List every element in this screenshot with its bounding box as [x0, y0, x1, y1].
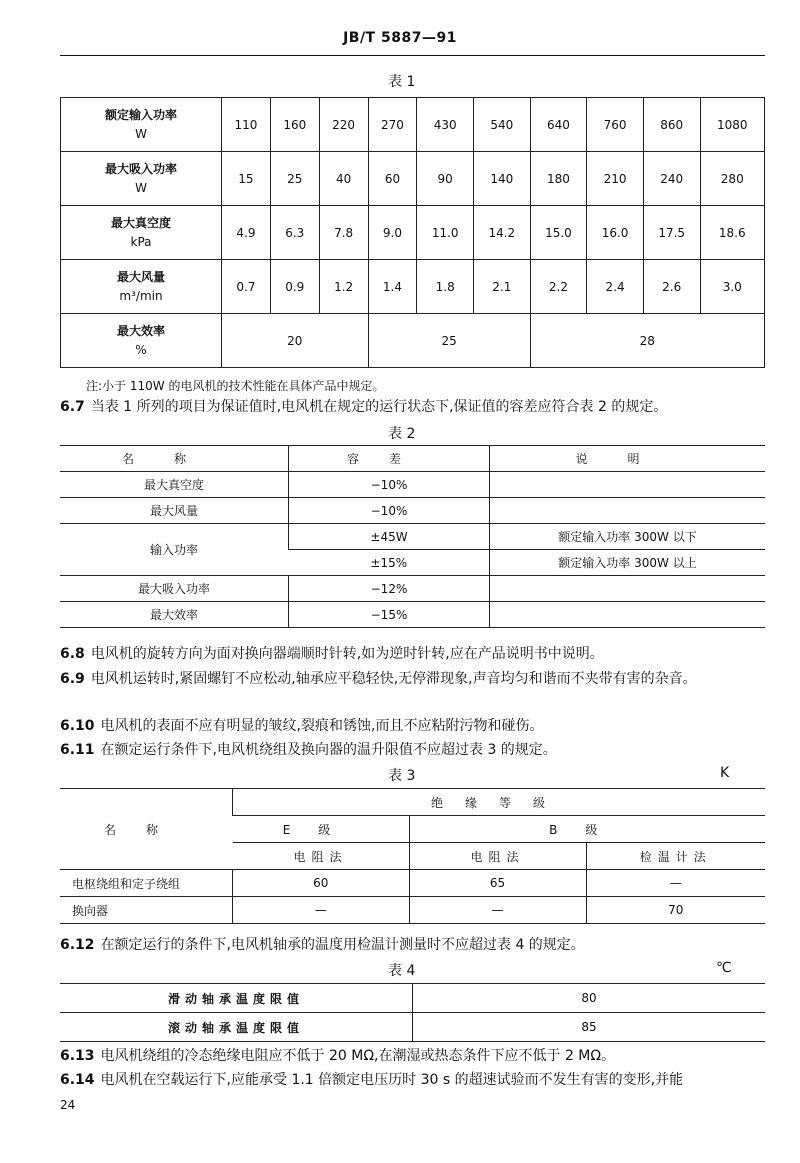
section-6-11: 6.11 在额定运行条件下,电风机绕组及换向器的温升限值不应超过表 3 的规定。	[60, 742, 557, 758]
section-6-13: 6.13 电风机绕组的冷态绝缘电阻应不低于 20 MΩ,在潮湿或热态条件下应不低于 2 MΩ。	[60, 1048, 616, 1064]
table3	[60, 788, 765, 924]
cell: 3.0	[700, 260, 765, 314]
table1	[60, 97, 765, 368]
table-row	[61, 260, 765, 314]
cell: 1.2	[319, 260, 368, 314]
page-number: 24	[60, 1098, 76, 1112]
table-header-row	[60, 446, 765, 472]
table-row	[61, 206, 765, 260]
cell: 15	[222, 152, 271, 206]
cell: 电枢绕组和定子绕组	[60, 870, 233, 897]
table-row	[61, 98, 765, 152]
cell: 210	[587, 152, 644, 206]
cell: 270	[368, 98, 417, 152]
class-b-header: B级	[409, 816, 765, 843]
cell: 160	[270, 98, 319, 152]
table2	[60, 445, 765, 628]
cell: 25	[270, 152, 319, 206]
section-6-12: 6.12 在额定运行的条件下,电风机轴承的温度用检温计测量时不应超过表 4 的规定。	[60, 937, 585, 953]
table2-caption: 表 2	[388, 426, 416, 442]
section-6-7: 6.7 当表 1 所列的项目为保证值时,电风机在规定的运行状态下,保证值的容差应符合表 2 的规定。	[60, 399, 668, 415]
cell: 240	[643, 152, 700, 206]
cell: 60	[368, 152, 417, 206]
cell: 80	[413, 984, 766, 1013]
cell: −12%	[289, 576, 490, 602]
cell: 9.0	[368, 206, 417, 260]
cell: 2.6	[643, 260, 700, 314]
cell: ±15%	[289, 550, 490, 576]
table4	[60, 983, 765, 1042]
table-row	[60, 1013, 765, 1042]
cell: 最大效率	[60, 602, 289, 628]
cell: 2.4	[587, 260, 644, 314]
cell: ±45W	[289, 524, 490, 550]
table-row	[60, 870, 765, 897]
table3-unit: K	[720, 765, 730, 781]
cell: 11.0	[417, 206, 474, 260]
cell: 0.9	[270, 260, 319, 314]
table-row	[61, 314, 765, 368]
method-header: 电阻法	[409, 843, 586, 870]
cell: 15.0	[530, 206, 587, 260]
cell: 180	[530, 152, 587, 206]
cell: −10%	[289, 472, 490, 498]
table4-caption: 表 4	[388, 963, 416, 979]
cell: 1.8	[417, 260, 474, 314]
cell: 28	[530, 314, 764, 368]
table-row	[60, 984, 765, 1013]
cell: 60	[233, 870, 410, 897]
cell: 140	[474, 152, 531, 206]
cell: 4.9	[222, 206, 271, 260]
class-e-header: E级	[233, 816, 410, 843]
cell: 85	[413, 1013, 766, 1042]
cell: 220	[319, 98, 368, 152]
column-header: 容差	[289, 446, 490, 472]
cell: 18.6	[700, 206, 765, 260]
cell: 7.8	[319, 206, 368, 260]
row-label: 最大风量 m³/min	[61, 260, 222, 314]
table4-unit: ℃	[716, 960, 732, 976]
cell: 最大吸入功率	[60, 576, 289, 602]
table-row	[60, 897, 765, 924]
table1-caption: 表 1	[388, 74, 416, 90]
cell: 滑动轴承温度限值	[60, 984, 413, 1013]
table3-caption: 表 3	[388, 768, 416, 784]
table-row	[60, 498, 765, 524]
cell	[490, 602, 766, 628]
cell: 换向器	[60, 897, 233, 924]
cell	[490, 498, 766, 524]
method-header: 电阻法	[233, 843, 410, 870]
column-header: 名称	[60, 446, 289, 472]
table-row	[60, 576, 765, 602]
cell: 20	[222, 314, 369, 368]
cell: 540	[474, 98, 531, 152]
insulation-class-header: 绝缘等级	[233, 789, 766, 816]
cell: 1080	[700, 98, 765, 152]
cell: −10%	[289, 498, 490, 524]
table-row	[60, 602, 765, 628]
cell: 110	[222, 98, 271, 152]
header-rule	[60, 55, 765, 56]
cell	[490, 576, 766, 602]
cell: 16.0	[587, 206, 644, 260]
table-row	[61, 152, 765, 206]
row-label: 最大效率 %	[61, 314, 222, 368]
column-header: 名称	[60, 789, 233, 870]
cell: 25	[368, 314, 530, 368]
cell: 输入功率	[60, 524, 289, 576]
cell: 65	[409, 870, 586, 897]
cell: 760	[587, 98, 644, 152]
cell: 14.2	[474, 206, 531, 260]
document-header: JB/T 5887—91	[343, 30, 457, 46]
section-6-8: 6.8 电风机的旋转方向为面对换向器端顺时针转,如为逆时针转,应在产品说明书中说明。	[60, 646, 604, 662]
cell: −15%	[289, 602, 490, 628]
cell: —	[409, 897, 586, 924]
cell: 2.2	[530, 260, 587, 314]
row-label: 最大真空度 kPa	[61, 206, 222, 260]
cell: 40	[319, 152, 368, 206]
cell: 280	[700, 152, 765, 206]
cell: 640	[530, 98, 587, 152]
cell: 最大真空度	[60, 472, 289, 498]
cell: 0.7	[222, 260, 271, 314]
table-row	[60, 524, 765, 550]
cell: 2.1	[474, 260, 531, 314]
cell: 860	[643, 98, 700, 152]
cell: 1.4	[368, 260, 417, 314]
cell	[490, 472, 766, 498]
cell: 额定输入功率 300W 以下	[490, 524, 766, 550]
cell: —	[233, 897, 410, 924]
cell: 90	[417, 152, 474, 206]
cell: 最大风量	[60, 498, 289, 524]
cell: 额定输入功率 300W 以上	[490, 550, 766, 576]
cell: 滚动轴承温度限值	[60, 1013, 413, 1042]
cell: 70	[586, 897, 765, 924]
cell: —	[586, 870, 765, 897]
cell: 17.5	[643, 206, 700, 260]
cell: 430	[417, 98, 474, 152]
table-row	[60, 472, 765, 498]
column-header: 说明	[490, 446, 766, 472]
table-header-row	[60, 789, 765, 816]
cell: 6.3	[270, 206, 319, 260]
section-6-10: 6.10 电风机的表面不应有明显的皱纹,裂痕和锈蚀,而且不应粘附污物和碰伤。	[60, 718, 544, 734]
section-6-9: 6.9 电风机运转时,紧固螺钉不应松动,轴承应平稳轻快,无停滞现象,声音均匀和谐而不夹带有害的杂音。	[60, 671, 697, 687]
row-label: 额定输入功率 W	[61, 98, 222, 152]
table1-note: 注:小于 110W 的电风机的技术性能在具体产品中规定。	[86, 379, 385, 393]
section-6-14: 6.14 电风机在空载运行下,应能承受 1.1 倍额定电压历时 30 s 的超速试验而不发生有害的变形,并能	[60, 1072, 684, 1088]
row-label: 最大吸入功率 W	[61, 152, 222, 206]
method-header: 检温计法	[586, 843, 765, 870]
